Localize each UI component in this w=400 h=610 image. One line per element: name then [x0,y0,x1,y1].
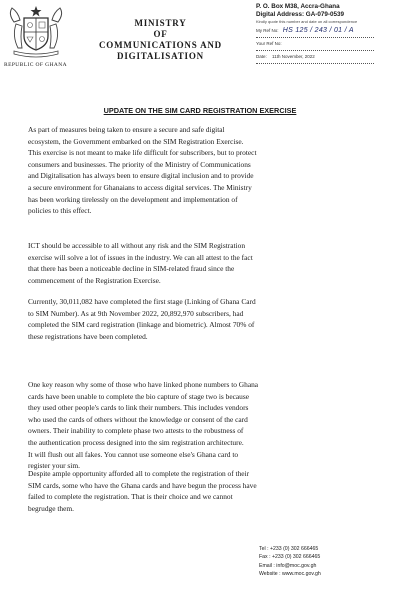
text-line: completed the SIM card registration (linkage and biometric). Almost 70% of [28,320,255,330]
text-line: has been working tirelessly on the development and implementation of [28,194,238,204]
text-line: Despite ample opportunity afforded all to complete the registration of their [28,469,250,478]
ministry-line: OF [153,29,168,39]
contact-fax: Fax : +233 (0) 302 666465 [259,554,321,561]
contact-block [259,545,321,578]
text-line: a secure environment for Ghanaians to access digital services. The Ministry [28,182,252,192]
text-line: ICT should be accessible to all without any risk and the SIM Registration [28,241,246,250]
text-line: This exercise is not meant to make life difficult for subscribers, but to protect [28,148,257,158]
text-line: ecosystem, the Government embarked on the SIM Registration Exercise. [28,136,244,146]
my-ref-field [256,25,374,38]
text-line: who used the cards of others without the knowledge or consent of the card [28,414,248,424]
text-line: failed to complete the registration. That is their choice and we cannot [28,492,233,502]
paragraph [28,468,368,514]
quote-reference-note: Kindly quote this number and date on all correspondence [256,19,358,24]
paragraph [28,379,368,472]
text-line: exercise will solve a lot of issues in the industry. We can all attest to the fact [28,252,253,262]
your-ref-field [256,38,374,51]
ghana-coat-of-arms-icon [6,4,66,58]
text-line: owners. Their inability to complete phase two attests to the robustness of [28,426,244,436]
text-line: begrudge them. [28,503,74,513]
text-line: One key reason why some of those who have linked phone numbers to Ghana [28,380,259,389]
digital-address: Digital Address: GA-079-0539 [256,11,344,18]
text-line: that there has been a noticeable decline in SIM-related fraud since the [28,264,235,274]
text-line: commencement of the Registration Exercise. [28,275,161,285]
postal-address: P. O. Box M38, Accra-Ghana [256,3,340,10]
text-line: to SIM Number). As at 9th November 2022, 20,892,970 subscribers, had [28,308,244,318]
my-ref-label: My Ref No: [256,28,279,33]
paragraph [28,296,368,342]
text-line: cards have been unable to complete the bio capture of stage two is because [28,391,250,401]
date-label: Date: [256,54,267,59]
text-line: SIM cards, some who have the Ghana cards and have begun the process have [28,480,257,490]
text-line: policies to this effect. [28,206,92,216]
text-line: consumers and businesses. The priority of the Ministry of Communications [28,159,251,169]
document-title: UPDATE ON THE SIM CARD REGISTRATION EXERCISE [103,106,297,115]
date-field [256,51,374,64]
ministry-line: COMMUNICATIONS AND [99,40,222,50]
ministry-line: MINISTRY [134,18,187,28]
address-block [256,3,396,64]
ministry-name [78,18,243,62]
republic-of-ghana-label: REPUBLIC OF GHANA [4,62,68,68]
my-ref-value: HS 125 / 243 / 01 / A [282,27,354,34]
text-line: As part of measures being taken to ensure a secure and safe digital [28,125,225,134]
text-line: register your sim. [28,461,80,471]
letterhead [0,0,400,100]
text-line: It will flush out all fakes. You cannot use someone else's Ghana card to [28,449,239,459]
paragraph [28,240,368,286]
paragraph [28,124,368,217]
text-line: the authentication process designed into the sim registration architecture. [28,437,244,447]
contact-website[interactable]: Website : www.moc.gov.gh [259,570,321,577]
text-line: they used other people's cards to link their numbers. This includes vendors [28,403,249,413]
date-value: 11th November, 2022 [272,54,315,59]
ministry-line: DIGITALISATION [117,51,204,61]
contact-email[interactable]: Email : info@moc.gov.gh [259,562,317,569]
text-line: these registrations have been completed. [28,331,148,341]
contact-tel: Tel : +233 (0) 302 666465 [259,546,319,552]
your-ref-label: Your Ref No: [256,41,282,46]
text-line: Currently, 30,011,082 have completed the first stage (Linking of Ghana Card [28,297,256,306]
text-line: and Digitalisation has always been to ensure digital inclusion and to provide [28,171,254,181]
